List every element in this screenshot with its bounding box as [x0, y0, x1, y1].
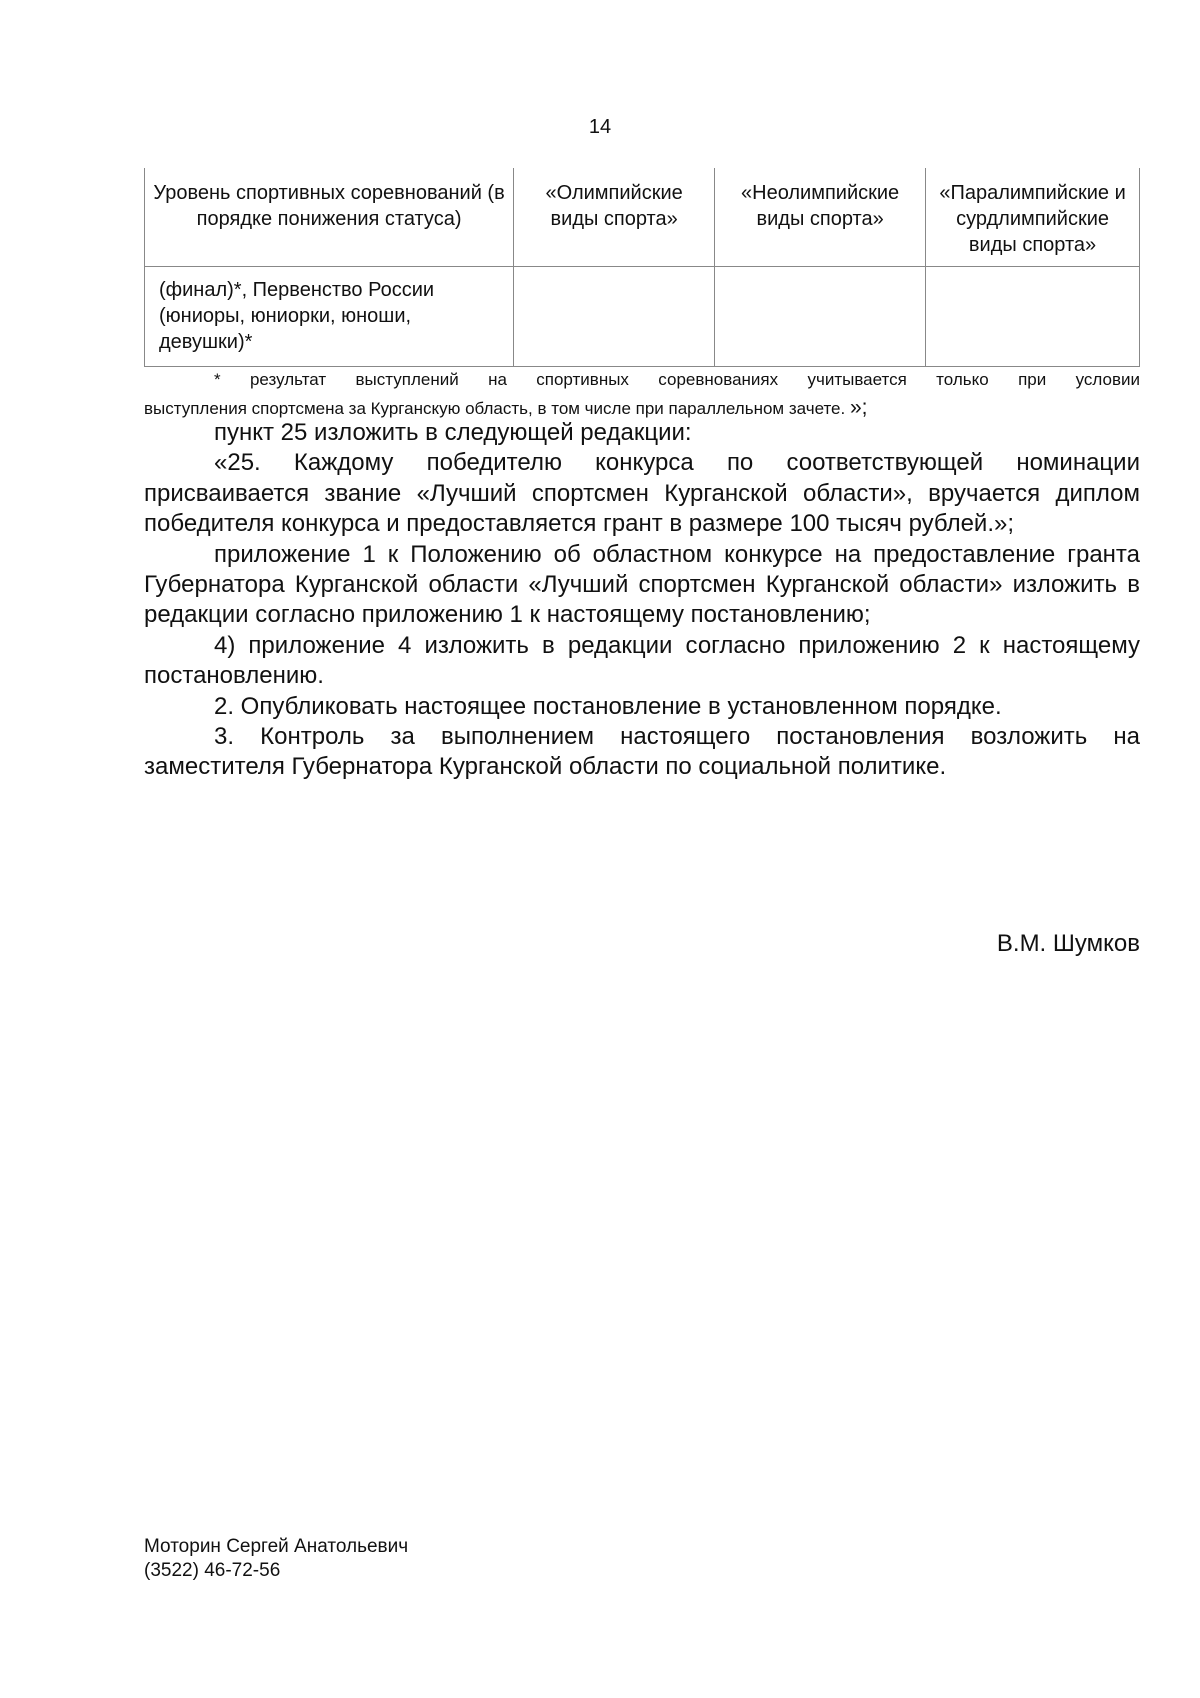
paragraph-item-25-intro: пункт 25 изложить в следующей редакции: — [214, 419, 692, 446]
table-cell-paralympic — [926, 266, 1140, 366]
table-grid — [144, 168, 1140, 367]
contact-name: Моторин Сергей Анатольевич — [144, 1536, 409, 1557]
header-paralympic-sports: «Паралимпийские и сурдлимпийские виды спорта» — [926, 168, 1140, 266]
paragraph-appendix-4: 4) приложение 4 изложить в редакции согласно приложению 2 к настоящему постановлению. — [144, 631, 1140, 690]
contact-block — [144, 1535, 408, 1583]
document-body — [144, 418, 1140, 783]
footnote-line-2-text: выступления спортсмена за Курганскую область, в том числе при параллельном зачете. — [144, 399, 846, 418]
table-header-row — [145, 168, 1140, 266]
page-number: 14 — [588, 116, 612, 138]
paragraph-publish: 2. Опубликовать настоящее постановление в установленном порядке. — [214, 692, 1002, 720]
signature-name: В.М. Шумков — [996, 930, 1140, 957]
paragraph-item-25-text: «25. Каждому победителю конкурса по соответствующей номинации присваивается звание «Лучший спортсмен Курганской области», вручается диплом победителя конкурса и предоставляется грант в размере 100 тысяч рублей.»; — [144, 449, 1140, 538]
table-cell-olympic — [514, 266, 715, 366]
contact-phone: (3522) 46-72-56 — [144, 1560, 281, 1581]
table-cell-non-olympic — [715, 266, 926, 366]
header-competition-level: Уровень спортивных соревнований (в порядке понижения статуса) — [145, 168, 514, 266]
header-non-olympic-sports: «Неолимпийские виды спорта» — [715, 168, 926, 266]
paragraph-appendix-1: приложение 1 к Положению об областном конкурсе на предоставление гранта Губернатора Курганской области «Лучший спортсмен Курганской области» изложить в редакции согласно приложению 1 к настоящему постановлению; — [144, 540, 1140, 629]
sports-level-table — [144, 168, 1140, 367]
table-cell-level: (финал)*, Первенство России (юниоры, юниорки, юноши, девушки)* — [145, 266, 514, 366]
footnote-line-1: * результат выступлений на спортивных соревнованиях учитывается только при условии — [214, 370, 1140, 389]
header-olympic-sports: «Олимпийские виды спорта» — [514, 168, 715, 266]
paragraph-control: 3. Контроль за выполнением настоящего постановления возложить на заместителя Губернатора Курганской области по социальной политике. — [144, 723, 1140, 781]
table-row — [145, 266, 1140, 366]
footnote-closing-quote: »; — [849, 396, 868, 419]
table-footnote — [144, 366, 1140, 423]
